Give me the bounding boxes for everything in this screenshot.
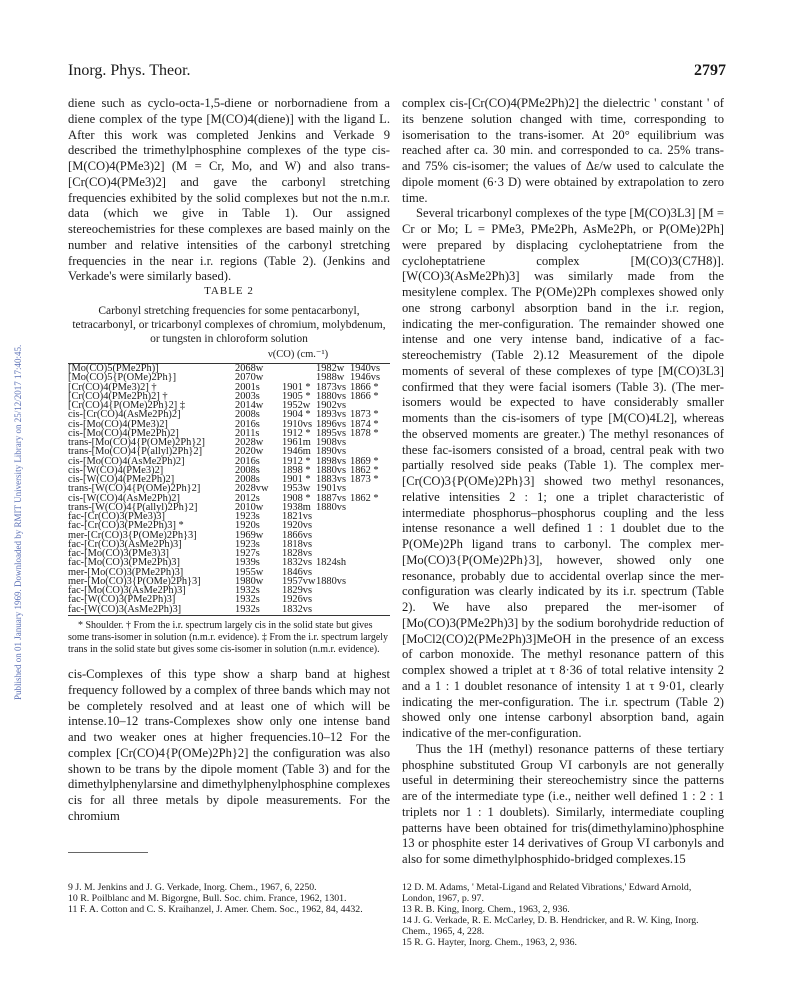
compound-cell: mer-[Cr(CO)3{P(OMe)2Ph}3]: [68, 529, 197, 541]
frequency-cell: 1866vs: [282, 529, 313, 541]
frequency-cell: 1862 *: [350, 464, 379, 476]
frequency-cell: 2008s: [235, 464, 260, 476]
compound-cell: cis-[Mo(CO)4(PMe3)2]: [68, 418, 168, 430]
compound-cell: trans-[Mo(CO)4{P(OMe)2Ph}2]: [68, 437, 205, 448]
compound-cell: fac-[W(CO)3(PMe2Ph)3]: [68, 594, 176, 606]
frequency-cell: 2008s: [235, 474, 260, 485]
compound-cell: fac-[Cr(CO)3(AsMe2Ph)3]: [68, 538, 182, 550]
frequency-cell: 1880vs: [316, 501, 347, 513]
frequency-cell: 1880vs: [316, 575, 347, 587]
frequency-cell: 1912 *: [282, 455, 311, 467]
frequency-cell: 1862 *: [350, 492, 379, 504]
frequency-cell: 2020w: [235, 446, 264, 458]
frequency-cell: 1896vs: [316, 418, 347, 430]
compound-cell: [Mo(CO)5(PMe2Ph)]: [68, 363, 159, 374]
table-rule-bottom: [68, 615, 390, 616]
frequency-cell: 1982w: [316, 363, 345, 374]
compound-cell: fac-[Cr(CO)3(PMe3)3]: [68, 511, 165, 522]
compound-cell: cis-[Cr(CO)4(AsMe2Ph)2]: [68, 409, 181, 421]
frequency-cell: 1818vs: [282, 538, 313, 550]
compound-cell: fac-[Cr(CO)3(PMe2Ph)3] *: [68, 520, 184, 532]
compound-cell: [Cr(CO)4{P(OMe)2Ph}2] ‡: [68, 400, 186, 411]
footnote: 14 J. G. Verkade, R. E. McCarley, D. B. Hendricker, and R. W. King, Inorg. Chem., 1965, 4, 228.: [402, 915, 699, 937]
right-column: [402, 96, 724, 868]
paragraph: diene such as cyclo-octa-1,5-diene or norbornadiene from a diene complex of the type [M(CO)4(diene)] with the ligand L. After this work was completed Jenkins and Verkade 9 described the trimethylphosphine complexes of the type cis-[M(CO)4(PMe3)2] (M = Cr, Mo, and W) and also trans-[Cr(CO)4(PMe3)2] and gave the carbonyl stretching frequencies exhibited by the solid complexes but not the n.m.r. data (which we give in Table 1). Our assigned stereochemistries for these complexes are based mainly on the number and relative intensities of the carbonyl stretching frequencies in the near i.r. regions (Table 2). (Jenkins and Verkade's were similarly based).: [68, 96, 390, 284]
frequency-cell: 1880vs: [316, 464, 347, 476]
compound-cell: trans-[Mo(CO)4{P(allyl)2Ph}2]: [68, 446, 203, 458]
left-column-top: [68, 96, 390, 285]
compound-cell: fac-[Mo(CO)3(AsMe2Ph)3]: [68, 585, 186, 596]
frequency-cell: 1846vs: [282, 566, 313, 578]
frequency-cell: 1923s: [235, 511, 260, 522]
page-number: 2797: [694, 62, 726, 79]
frequency-cell: 1901 *: [282, 381, 311, 393]
frequency-cell: 1946vs: [350, 372, 381, 384]
frequency-cell: 2016s: [235, 418, 260, 430]
frequency-cell: 1874 *: [350, 418, 379, 430]
frequency-cell: 2008s: [235, 409, 260, 421]
frequency-cell: 1824sh: [316, 557, 347, 569]
frequency-cell: 1895vs: [316, 427, 347, 439]
compound-cell: mer-[Mo(CO)3{P(OMe)2Ph}3]: [68, 575, 201, 587]
footnote: 9 J. M. Jenkins and J. G. Verkade, Inorg. Chem., 1967, 6, 2250.: [68, 882, 317, 893]
compound-cell: mer-[Mo(CO)3(PMe2Ph)3]: [68, 566, 184, 578]
footnote: 13 R. B. King, Inorg. Chem., 1963, 2, 936.: [402, 904, 570, 915]
compound-cell: cis-[W(CO)4(AsMe2Ph)2]: [68, 492, 180, 504]
footnote-rule: [68, 852, 148, 853]
frequency-cell: 1908 *: [282, 492, 311, 504]
frequency-cell: 2003s: [235, 390, 260, 402]
frequency-cell: 2014w: [235, 400, 264, 411]
frequency-cell: 2010w: [235, 501, 264, 513]
frequency-cell: 1927s: [235, 548, 260, 559]
frequency-cell: 1902vs: [316, 400, 347, 411]
frequency-cell: 1898 *: [282, 464, 311, 476]
frequency-cell: 1866 *: [350, 390, 379, 402]
frequency-cell: 1901vs: [316, 483, 347, 495]
frequency-cell: 2068w: [235, 363, 264, 374]
compound-cell: trans-[W(CO)4{P(OMe)2Ph}2]: [68, 483, 201, 495]
frequency-cell: 1920vs: [282, 520, 313, 532]
download-watermark: [2, 130, 23, 700]
frequency-cell: 1887vs: [316, 492, 347, 504]
footnote: 15 R. G. Hayter, Inorg. Chem., 1963, 2, 936.: [402, 937, 577, 948]
frequency-cell: 2001s: [235, 381, 260, 393]
compound-cell: fac-[W(CO)3(AsMe2Ph)3]: [68, 603, 182, 615]
frequency-cell: 1932s: [235, 603, 260, 615]
paragraph: Several tricarbonyl complexes of the type [M(CO)3L3] [M = Cr or Mo; L = PMe3, PMe2Ph, AsMe2Ph, or P(OMe)2Ph] were prepared by displacing cycloheptatriene from the cycloheptatriene complex [M(CO)3(C7H8)]. [W(CO)3(AsMe2Ph)3] was similarly made from the mesitylene complex. The P(OMe)2Ph complexes showed only one strong carbonyl absorption band in the i.r. region, indicating the mer-configuration. The remainder showed one intense and one very intense band, indicative of a fac-stereochemistry (Table 2).12 Measurement of the dipole moments of several of these complexes of type [M(CO)3L3] confirmed that they were facial isomers (Table 3). (The mer-isomers would be expected to have considerably smaller moments than the cis-isomers of type [M(CO)4L2], whereas the observed moments are greater.) The methyl resonances of these fac-isomers consisted of a broad, central peak with two partially resolved side peaks (Table 1). The complex mer-[Cr(CO)3{P(OMe)2Ph}3] showed two methyl resonances, relative intensities 2 : 1; one a triplet characteristic of intermediate phosphorus–phosphorus coupling and the less intense resonance a well defined 1 : 1 doublet due to the P(OMe)2Ph ligand trans to carbonyl. The complex mer-[Mo(CO)3{P(OMe)2Ph}3], however, showed only one resonance, probably due to accidental overlap since the mer-configuration was clearly indicated by its i.r. spectrum (Table 2). We have also prepared the mer-isomer of [Mo(CO)3(PMe2Ph)3] by the sodium borohydride reduction of [MoCl2(CO)2(PMe2Ph)3]MeOH in the presence of an excess of carbon monoxide. The methyl resonance pattern of this complex showed a triplet at τ 8·36 of total relative intensity 2 and a 1 : 1 doublet resonance of intensity 1 at τ 9·01, clearly indicating the mer-configuration. The i.r. spectrum (Table 2) showed only one intense carbonyl absorption band, again indicative of the mer-configuration.: [402, 206, 724, 740]
frequency-cell: 1969w: [235, 529, 264, 541]
watermark-text: Published on 01 January 1969. Downloaded by RMIT University Library on 25/12/2017 17:40:45.: [13, 344, 23, 700]
frequency-cell: 1904 *: [282, 409, 311, 421]
frequency-cell: 2028w: [235, 437, 264, 448]
frequency-cell: 1953w: [282, 483, 311, 495]
frequency-cell: 1901 *: [282, 474, 311, 485]
frequency-cell: 1873vs: [316, 381, 347, 393]
frequency-cell: 1920s: [235, 520, 260, 532]
frequency-cell: 1980w: [235, 575, 264, 587]
frequency-cell: 1988w: [316, 372, 345, 384]
footnotes-left: [68, 882, 390, 915]
compound-cell: cis-[Mo(CO)4(AsMe2Ph)2]: [68, 455, 185, 467]
compound-cell: cis-[Mo(CO)4(PMe2Ph)2]: [68, 427, 179, 439]
frequency-cell: 2012s: [235, 492, 260, 504]
table-title: TABLE 2: [204, 285, 254, 297]
compound-cell: cis-[W(CO)4(PMe2Ph)2]: [68, 474, 175, 485]
frequency-cell: 1878 *: [350, 427, 379, 439]
frequency-cell: 1952w: [282, 400, 311, 411]
footnote: 10 R. Poilblanc and M. Bigorgne, Bull. Soc. chim. France, 1962, 1301.: [68, 893, 347, 904]
frequency-cell: 1908vs: [316, 437, 347, 448]
frequency-cell: 1869 *: [350, 455, 379, 467]
frequency-cell: 2070w: [235, 372, 264, 384]
table-row: [68, 605, 390, 614]
paragraph: Thus the 1H (methyl) resonance patterns of these tertiary phosphine substituted Group VI carbonyls are not generally useful in determining their stereochemistry since the patterns are of the intermediate type (i.e., neither well defined 1 : 2 : 1 triplets nor 1 : 1 doublets). Similarly, intermediate coupling patterns have been obtained for tris(dimethylamino)phosphine 13 or phosphite ester 14 derivatives of Group VI carbonyls and also for some dimethylphosphido-bridged complexes.15: [402, 741, 724, 866]
frequency-cell: 1923s: [235, 538, 260, 550]
frequency-cell: 1932s: [235, 585, 260, 596]
paragraph: cis-Complexes of this type show a sharp band at highest frequency followed by a complex of three bands which may not be completely resolved and at least one of which will be intense.10–12 trans-Complexes show only one intense band and two weaker ones at higher frequencies.10–12 For the complex [Cr(CO)4{P(OMe)2Ph}2] the configuration was also shown to be trans by the dipole moment (Table 3) and for the dimethylphenylarsine and dimethylphenylphosphine complexes cis for all three metals by dipole measurements. For the chromium: [68, 667, 390, 823]
frequency-cell: 1873 *: [350, 474, 379, 485]
frequency-cell: 1832vs: [282, 603, 313, 615]
frequency-cell: 1932s: [235, 594, 260, 606]
journal-title: Inorg. Phys. Theor.: [68, 62, 191, 79]
frequency-cell: 1938m: [282, 501, 311, 513]
compound-cell: cis-[W(CO)4(PMe3)2]: [68, 464, 164, 476]
frequency-cell: 1832vs: [282, 557, 313, 569]
frequency-cell: 1939s: [235, 557, 260, 569]
table-caption: Carbonyl stretching frequencies for some pentacarbonyl, tetracarbonyl, or tricarbonyl complexes of chromium, molybdenum, or tungsten in chloroform solution: [72, 305, 386, 345]
table-column-header: ν(CO) (cm.⁻¹): [268, 349, 329, 360]
footnote: 11 F. A. Cotton and C. S. Kraihanzel, J. Amer. Chem. Soc., 1962, 84, 4432.: [68, 904, 363, 915]
compound-cell: fac-[Mo(CO)3(PMe2Ph)3]: [68, 557, 180, 569]
frequency-cell: 1957vw: [282, 575, 316, 587]
frequency-cell: 1883vs: [316, 474, 347, 485]
frequency-cell: 1898vs: [316, 455, 347, 467]
compound-cell: fac-[Mo(CO)3(PMe3)3]: [68, 548, 169, 559]
frequency-cell: 1821vs: [282, 511, 313, 522]
frequency-cell: 1873 *: [350, 409, 379, 421]
frequency-cell: 1829vs: [282, 585, 313, 596]
frequency-cell: 1955w: [235, 566, 264, 578]
compound-cell: [Cr(CO)4(PMe2Ph)2] †: [68, 390, 168, 402]
frequency-cell: 1946m: [282, 446, 311, 458]
table-notes: [68, 620, 390, 656]
frequency-cell: 1866 *: [350, 381, 379, 393]
frequency-cell: 1961m: [282, 437, 311, 448]
table-body: [68, 364, 390, 614]
compound-cell: trans-[W(CO)4{P(allyl)2Ph}2]: [68, 501, 198, 513]
frequency-cell: 1910vs: [282, 418, 313, 430]
frequency-cell: 1905 *: [282, 390, 311, 402]
frequency-cell: 1893vs: [316, 409, 347, 421]
left-column-bottom: [68, 667, 390, 825]
compound-cell: [Cr(CO)4(PMe3)2] †: [68, 381, 157, 393]
frequency-cell: 2028vw: [235, 483, 269, 495]
paragraph: complex cis-[Cr(CO)4(PMe2Ph)2] the dielectric ' constant ' of its benzene solution changed with time, corresponding to isomerisation to the trans-isomer. At 20° equilibrium was reached after ca. 30 min. and corresponded to ca. 25% trans- and 75% cis-isomer; the values of Δε/w used to calculate the dipole moment (6·3 D) were obtained by extrapolation to zero time.: [402, 96, 724, 205]
frequency-cell: 2011s: [235, 427, 260, 439]
table-note: * Shoulder. † From the i.r. spectrum largely cis in the solid state but gives some trans-isomer in solution (n.m.r. evidence). ‡ From the i.r. spectrum largely trans in the solid state but gives some cis-isomer in solution (n.m.r. evidence).: [68, 620, 389, 655]
frequency-cell: 1912 *: [282, 427, 311, 439]
frequency-cell: 1940vs: [350, 363, 381, 374]
frequency-cell: 1880vs: [316, 390, 347, 402]
frequency-cell: 1828vs: [282, 548, 313, 559]
footnote: 12 D. M. Adams, ' Metal-Ligand and Related Vibrations,' Edward Arnold, London, 1967, p. 97.: [402, 882, 692, 904]
frequency-cell: 1890vs: [316, 446, 347, 458]
frequency-cell: 1926vs: [282, 594, 313, 606]
footnotes-right: [402, 882, 724, 948]
frequency-cell: 2016s: [235, 455, 260, 467]
compound-cell: [Mo(CO)5{P(OMe)2Ph}]: [68, 372, 177, 384]
